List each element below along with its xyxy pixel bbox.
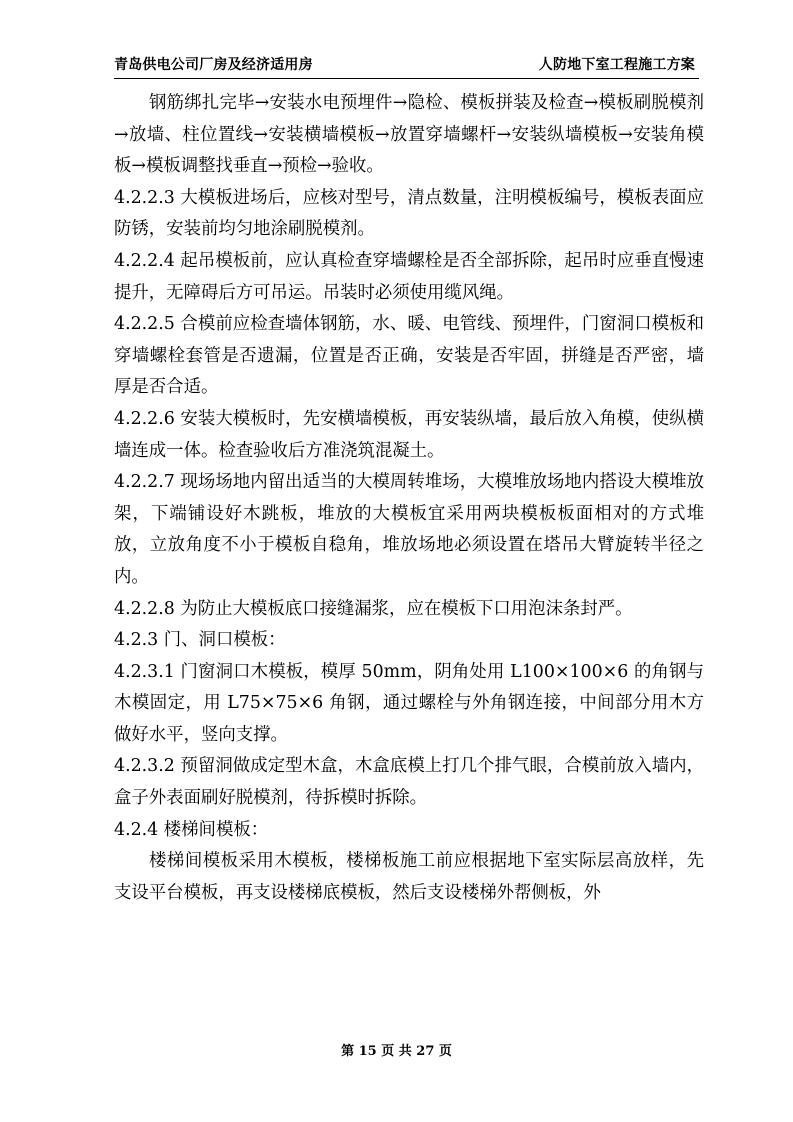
header-document-title: 人防地下室工程施工方案: [538, 57, 695, 73]
page-header: [114, 52, 699, 79]
paragraph-4-2-3-2: 4.2.3.2 预留洞做成定型木盒，木盒底模上打几个排气眼，合模前放入墙内，盒子外表面刷好脱模剂，待拆模时拆除。: [114, 756, 704, 809]
paragraph-4-2-3-1: 4.2.3.1 门窗洞口木模板，模厚 50mm，阴角处用 L100×100×6 的角钢与木模固定，用 L75×75×6 角钢，通过螺栓与外角钢连接，中间部分用木方做好水平，竖向支撑。: [114, 661, 704, 745]
paragraph-stair-formwork: 楼梯间模板采用木模板，楼梯板施工前应根据地下室实际层高放样，先支设平台模板，再支设楼梯底模板，然后支设楼梯外帮侧板，外: [114, 851, 704, 903]
section-heading-4-2-4: 4.2.4 楼梯间模板：: [114, 819, 269, 840]
paragraph-4-2-2-4: 4.2.2.4 起吊模板前，应认真检查穿墙螺栓是否全部拆除，起吊时应垂直慢速提升，无障碍后方可吊运。吊装时必须使用缆风绳。: [114, 250, 704, 303]
section-heading-4-2-3: 4.2.3 门、洞口模板：: [114, 630, 286, 651]
document-body: [114, 88, 704, 909]
page-number-footer: 第 15 页 共 27 页: [341, 1044, 452, 1059]
paragraph-4-2-2-7: 4.2.2.7 现场场地内留出适当的大模周转堆场，大模堆放场地内搭设大模堆放架，下端铺设好木跳板，堆放的大模板宜采用两块模板板面相对的方式堆放，立放角度不小于模板自稳角，堆放场地必须设置在塔吊大臂旋转半径之内。: [114, 472, 704, 587]
paragraph-4-2-2-3: 4.2.2.3 大模板进场后，应核对型号，清点数量，注明模板编号，模板表面应防锈，安装前均匀地涂刷脱模剂。: [114, 187, 704, 240]
paragraph-4-2-2-8: 4.2.2.8 为防止大模板底口接缝漏浆，应在模板下口用泡沫条封严。: [114, 598, 633, 619]
header-project-title: 青岛供电公司厂房及经济适用房: [114, 57, 313, 73]
paragraph-4-2-2-6: 4.2.2.6 安装大模板时，先安横墙模板，再安装纵墙，最后放入角模，使纵横墙连成一体。检查验收后方准浇筑混凝土。: [114, 408, 704, 461]
paragraph-4-2-2-5: 4.2.2.5 合模前应检查墙体钢筋，水、暖、电管线、预埋件，门窗洞口模板和穿墙螺栓套管是否遗漏，位置是否正确，安装是否牢固，拼缝是否严密，墙厚是否合适。: [114, 314, 704, 398]
paragraph-process-sequence: 钢筋绑扎完毕→安装水电预埋件→隐检、模板拼装及检查→模板刷脱模剂→放墙、柱位置线→安装横墙模板→放置穿墙螺杆→安装纵墙模板→安装角模板→模板调整找垂直→预检→验收。: [114, 93, 704, 177]
